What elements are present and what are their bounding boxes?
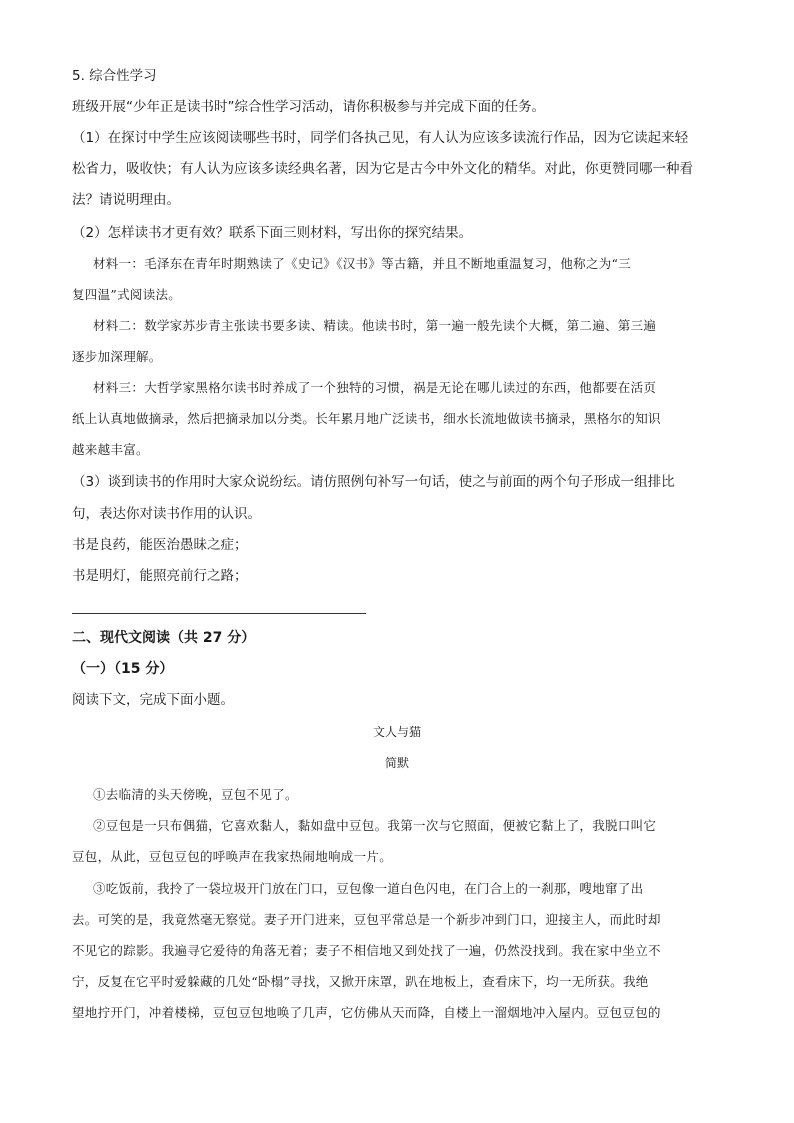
sub-heading: （一）（15 分） [72,661,174,677]
article-paragraph: 望地拧开门，冲着楼梯，豆包豆包地唤了几声，它仿佛从天而降，自楼上一溜烟地冲入屋内。豆包豆包的 [72,1005,661,1020]
article-paragraph: 不见它的踪影。我遍寻它爱待的角落无着；妻子不相信地又到处找了一遍，仍然没找到。我在家中坐立不 [72,943,661,958]
article-title: 文人与猫 [372,725,421,739]
part-heading: 二、现代文阅读（共 27 分） [72,630,256,646]
question-3-line: 句，表达你对读书作用的认识。 [72,506,261,522]
question-1-line: （1）在探讨中学生应该阅读哪些书时，同学们各执己见，有人认为应该多读流行作品，因为它读起来轻 [72,130,689,146]
example-sentence: 书是良药，能医治愚昧之症； [72,537,248,553]
article-paragraph: ③吃饭前，我拎了一袋垃圾开门放在门口，豆包像一道白色闪电，在门合上的一刹那，嗖地窜了出 [93,881,644,896]
reading-instruction: 阅读下文，完成下面小题。 [72,692,234,708]
question-1-line: 法？请说明理由。 [72,192,180,208]
answer-line [72,613,366,614]
question-1-line: 松省力，吸收快；有人认为应该多读经典名著，因为它是古今中外文化的精华。对此，你更赞同哪一种看 [72,161,693,177]
article-paragraph: 去。可笑的是，我竟然毫无察觉。妻子开门进来，豆包平常总是一个新步冲到门口，迎接主人，而此时却 [72,912,661,927]
material-line: 复四温”式阅读法。 [72,287,182,302]
question-3-line: （3）谈到读书的作用时大家众说纷纭。请仿照例句补写一句话，使之与前面的两个句子形成一组排比 [72,474,675,490]
material-line: 材料三：大哲学家黑格尔读书时养成了一个独特的习惯，祸是无论在哪儿读过的东西，他都要在活页 [93,380,657,395]
article-paragraph: 宁，反复在它平时爱躲藏的几处“卧榻”寻找，又掀开床罩，趴在地板上，查看床下，均一无所获。我绝 [72,974,649,989]
example-sentence: 书是明灯，能照亮前行之路； [72,568,248,584]
article-paragraph: 豆包，从此，豆包豆包的呼唤声在我家热闹地响成一片。 [72,849,393,864]
material-line: 材料一：毛泽东在青年时期熟读了《史记》《汉书》等古籍，并且不断地重温复习，他称之为“三 [93,256,632,271]
material-line: 材料二：数学家苏步青主张读书要多读、精读。他读书时，第一遍一般先读个大概，第二遍、第三遍 [93,318,657,333]
material-line: 越来越丰富。 [72,442,149,457]
section-intro: 班级开展“少年正是读书时”综合性学习活动，请你积极参与并完成下面的任务。 [72,99,545,115]
article-paragraph: ②豆包是一只布偶猫，它喜欢黏人，黏如盘中豆包。我第一次与它照面，便被它黏上了，我脱口叫它 [93,818,657,833]
section-heading: 5. 综合性学习 [72,68,157,84]
article-paragraph: ①去临清的头天傍晚，豆包不见了。 [93,787,298,802]
article-author: 简默 [384,756,409,770]
material-line: 纸上认真地做摘录，然后把摘录加以分类。长年累月地广泛读书，细水长流地做读书摘录，黑格尔的知识 [72,411,661,426]
material-line: 逐步加深理解。 [72,349,162,364]
question-2: （2）怎样读书才更有效？联系下面三则材料，写出你的探究结果。 [72,225,473,241]
